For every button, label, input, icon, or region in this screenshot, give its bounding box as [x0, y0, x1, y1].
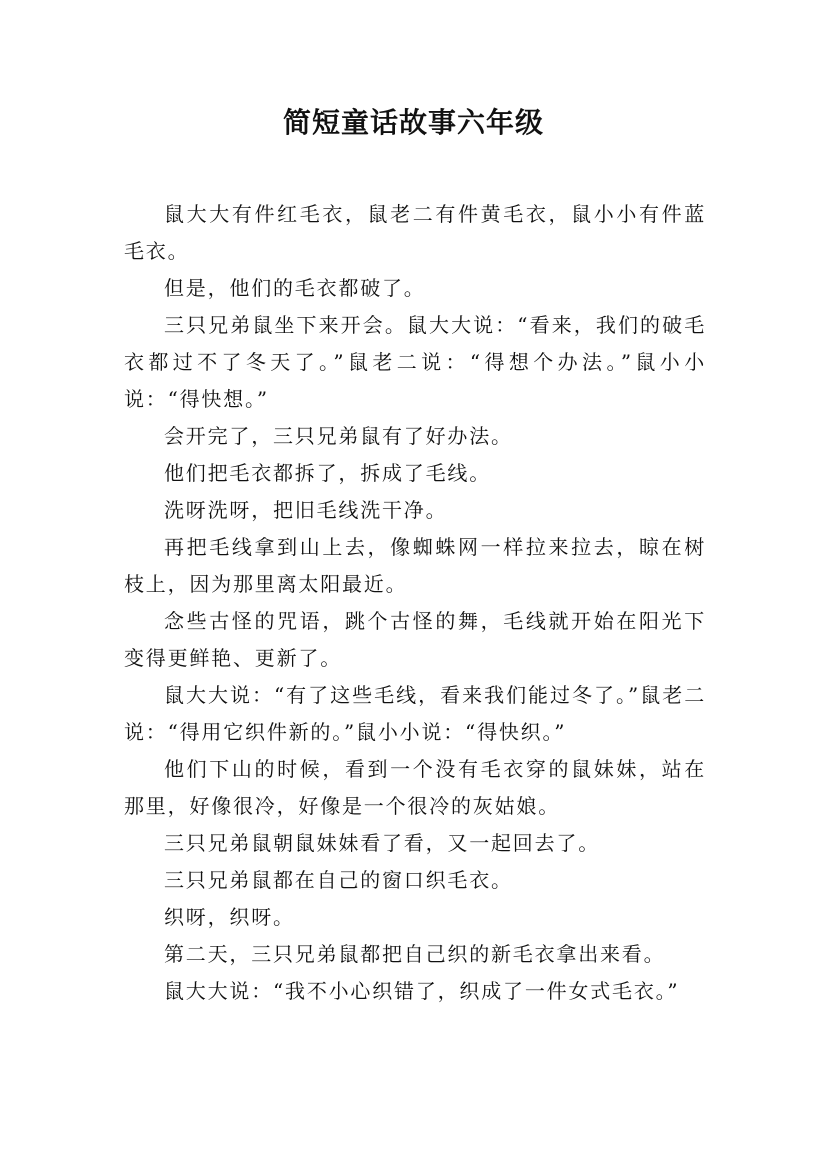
paragraph: 第二天，三只兄弟鼠都把自己织的新毛衣拿出来看。	[164, 942, 666, 966]
paragraph: 鼠大大说：“我不小心织错了，织成了一件女式毛衣。”	[164, 979, 680, 1003]
paragraph: 鼠大大有件红毛衣，鼠老二有件黄毛衣，鼠小小有件蓝毛衣。	[124, 202, 706, 263]
document-body	[124, 196, 706, 1010]
paragraph: 三只兄弟鼠都在自己的窗口织毛衣。	[164, 868, 513, 892]
paragraph: 会开完了，三只兄弟鼠有了好办法。	[164, 424, 513, 448]
paragraph: 鼠大大说：“有了这些毛线，看来我们能过冬了。”鼠老二说：“得用它织件新的。”鼠小小说：“得快织。”	[124, 683, 706, 744]
paragraph: 再把毛线拿到山上去，像蜘蛛网一样拉来拉去，晾在树枝上，因为那里离太阳最近。	[124, 535, 706, 596]
paragraph: 他们把毛衣都拆了，拆成了毛线。	[164, 461, 491, 485]
paragraph: 洗呀洗呀，把旧毛线洗干净。	[164, 498, 448, 522]
paragraph: 织呀，织呀。	[164, 905, 295, 929]
paragraph: 三只兄弟鼠朝鼠妹妹看了看，又一起回去了。	[164, 831, 600, 855]
paragraph: 三只兄弟鼠坐下来开会。鼠大大说：“看来，我们的破毛衣都过不了冬天了。”鼠老二说：“得想个办法。”鼠小小说：“得快想。”	[124, 313, 706, 411]
paragraph: 他们下山的时候，看到一个没有毛衣穿的鼠妹妹，站在那里，好像很冷，好像是一个很冷的灰姑娘。	[124, 757, 706, 818]
paragraph: 念些古怪的咒语，跳个古怪的舞，毛线就开始在阳光下变得更鲜艳、更新了。	[124, 609, 706, 670]
document-title: 简短童话故事六年级	[282, 106, 544, 139]
paragraph: 但是，他们的毛衣都破了。	[164, 276, 426, 300]
